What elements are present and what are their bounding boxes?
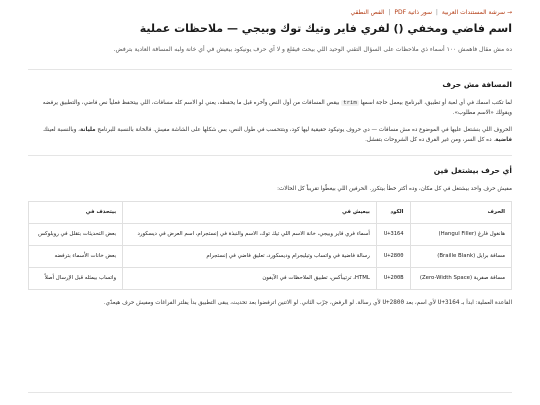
table-row: [29, 224, 512, 246]
table-cell-removed: بعض خانات الأسماء بترفضه: [29, 246, 123, 268]
table-cell-lives: رسالة فاضية في واتساب وتيليجرام وديسكورد، تعليق فاضي في إنستجرام: [123, 246, 377, 268]
table-row: [29, 268, 512, 290]
paragraph-rule: [28, 298, 512, 308]
table-cell-name: هانغول فارغ (Hangul Filler): [410, 224, 512, 246]
table-cell-code: U+2800: [376, 246, 410, 268]
breadcrumb-separator: |: [388, 9, 391, 16]
table-cell-code: U+3164: [376, 224, 410, 246]
section-heading-space: المسافة مش حرف: [442, 80, 512, 89]
inline-code: U+3164: [437, 299, 460, 306]
text: لأي اسم، بعد: [405, 300, 436, 306]
table-cell-removed: بعض التحديثات بتقلل في روبلوكس: [29, 224, 123, 246]
inline-code: U+2800: [382, 299, 405, 306]
section-heading-which: أي حرف بيشتغل فين: [433, 166, 512, 175]
table-header: بيعيش في: [123, 202, 377, 224]
table-cell-code: U+200B: [376, 268, 410, 290]
table-cell-lives: HTML، ترتيبأكس، تطبيق الملاحظات في الآيفون: [123, 268, 377, 290]
inline-code: trim: [343, 100, 357, 106]
text: لأي رسالة. لو الرفض، جرّب الثاني. لو الاتنين اترفضوا بعد تحديث، يبقى التطبيق بدأ يفلتر الفراغات ومفيش حرف هيعدّي.: [103, 300, 381, 306]
breadcrumb-item-1[interactable]: → سرشة المستندات العربية: [441, 9, 512, 16]
text: في الموضوع ده مش مسافات — دي حروف يونيكود حقيقية ليها كود، وبتتحسب في طول النص، بس شكلها على الشاشة مفيش. فالخانة بالنسبة للبرنامج: [97, 127, 449, 133]
table-row: [29, 246, 512, 268]
breadcrumb-separator: |: [435, 9, 438, 16]
breadcrumb-item-3[interactable]: الفص النطقي: [350, 9, 385, 16]
divider: [28, 155, 512, 156]
table-header: الحرف: [410, 202, 512, 224]
divider: [28, 69, 512, 70]
table-header: الكود: [376, 202, 410, 224]
paragraph-trim: [28, 98, 512, 118]
table-cell-name: مسافة برايل (Braille Blank): [410, 246, 512, 268]
page-title: اسم فاضي ومخفي () لفري فاير وتيك توك وبيجي — ملاحظات عملية: [139, 22, 512, 35]
lead-paragraph: ده مش مقال فاهمش ١٠٠ أسماء ذي ملاحظات على السؤال التقني الوحيد اللي بيحث فيقلع و لا آي حرف يونيكود بيعيش في أي خانة ولبه المسافة العادية بترفض.: [113, 46, 512, 53]
text: بيقص المسافات من أول النص وآخره قبل ما يحفظه، يعني لو الاسم كله مسافات، اللي بيتحفظ فعلياً نص فاضي، والتطبيق يرفضه ويقولك «الاسم مطلوب».: [42, 100, 512, 116]
table-header-row: [29, 202, 512, 224]
table-cell-lives: أسماء فري فاير وبيجي، خانة الاسم اللي تيك توك، الاسم والنبذة في إنستجرام، اسم العرض في ديسكورد: [123, 224, 377, 246]
text: القاعدة العملية: ابدأ بـ: [461, 300, 512, 306]
divider: [28, 392, 512, 393]
paragraph-unicode: [28, 125, 512, 145]
breadcrumb: [28, 8, 512, 18]
table-cell-removed: واتساب بيمثله قبل الإرسال أصلاً: [29, 268, 123, 290]
text: ، وبالنسبة لعينك: [43, 127, 80, 133]
paragraph-intro: مفيش حرف واحد بيشتغل في كل مكان، وده أكتر خطأ بيتكرر. الحرفين اللي بيغطّوا تقريباً كل الحالات:: [277, 186, 512, 192]
bold-text: مليانة: [79, 127, 96, 133]
article-inner: [28, 8, 512, 315]
table-header: بيتحذف في: [29, 202, 123, 224]
table-cell-name: مسافة صفرية (Zero-Width Space): [410, 268, 512, 290]
text: . ده كل السر، ومن غير الفرق ده كل الشروحات بتفشل.: [365, 137, 496, 143]
text: لما تكتب اسمك في أي لعبة أو تطبيق، البرنامج بيعمل حاجة اسمها: [360, 100, 512, 106]
bold-text: فاضية: [495, 137, 512, 143]
breadcrumb-item-2[interactable]: سور ذاتية PDF: [394, 9, 432, 16]
characters-table: [28, 201, 512, 290]
text: الحروف اللي بنشتغل عليها: [450, 127, 512, 133]
